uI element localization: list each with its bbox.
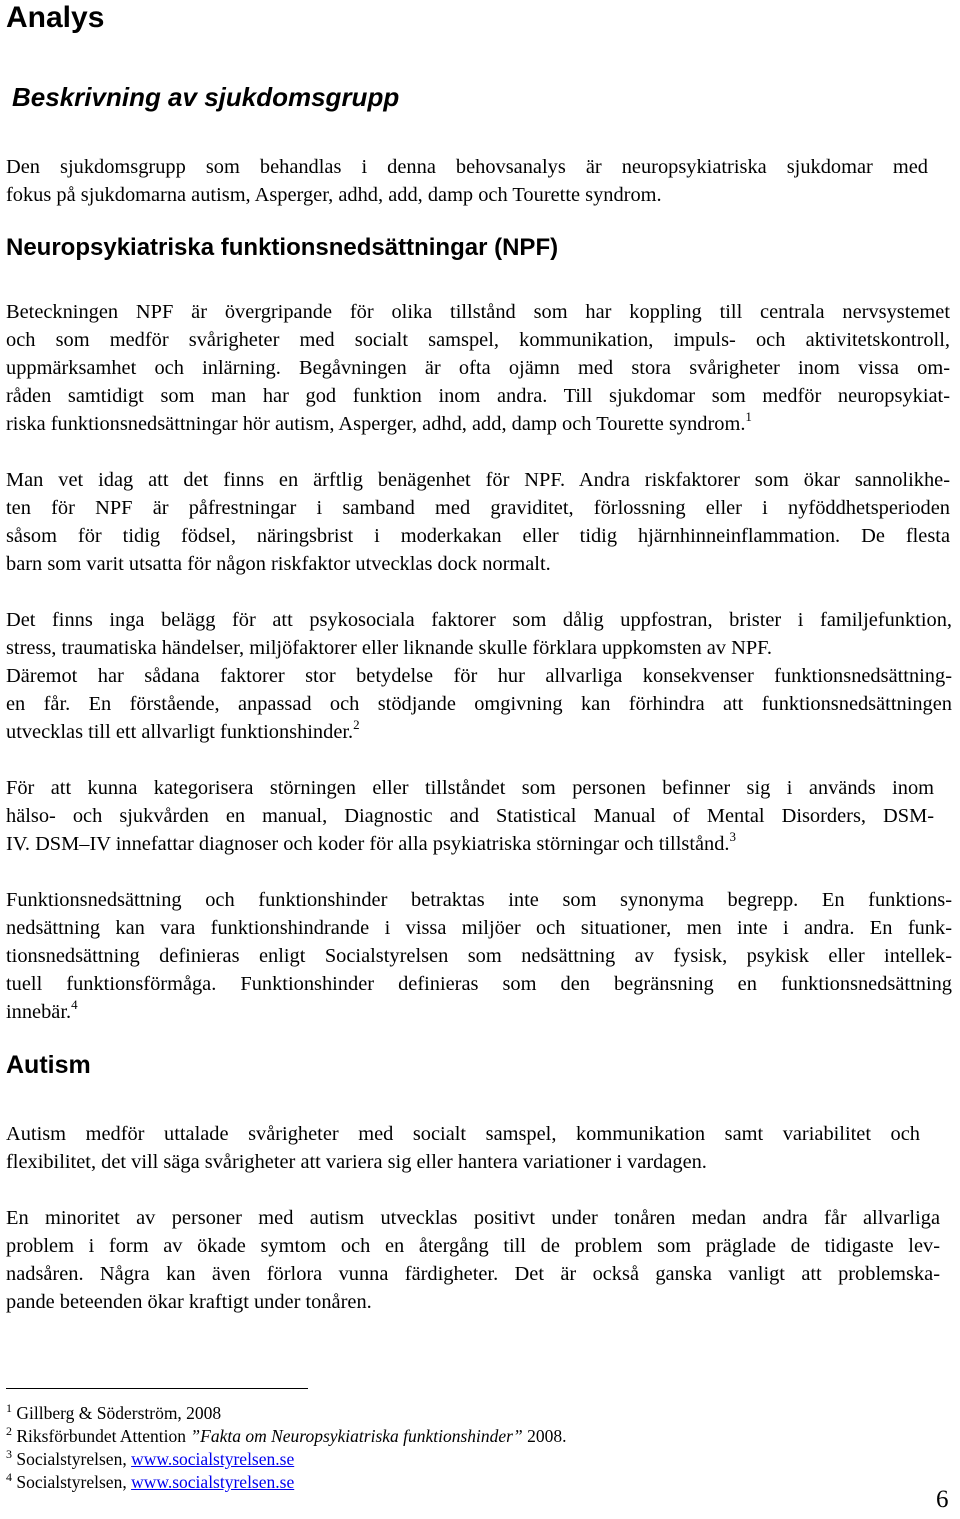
footnote-1 xyxy=(6,1402,566,1425)
footnote-text: Gillberg & Söderström, 2008 xyxy=(16,1403,222,1423)
footnote-3 xyxy=(6,1448,566,1471)
text-line: Beteckningen NPF är övergripande för olika tillstånd som har koppling till centrala nervsystemet xyxy=(6,301,950,323)
footnote-ref-2[interactable]: 2 xyxy=(353,717,360,732)
text-line xyxy=(6,998,952,1026)
text-line-content: IV. DSM–IV innefattar diagnoser och koder för alla psykiatriska störningar och tillstånd. xyxy=(6,833,730,855)
section-title-analys: Analys xyxy=(6,1,105,34)
text-line: hälso- och sjukvården en manual, Diagnostic and Statistical Manual of Mental Disorders, DSM- xyxy=(6,805,934,827)
text-line: barn som varit utsatta för någon riskfaktor utvecklas dock normalt. xyxy=(6,553,551,575)
text-line xyxy=(6,830,934,858)
text-line: nadsåren. Några kan även förlora vunna färdigheter. Det är också ganska vanligt att problemska- xyxy=(6,1263,940,1285)
footnote-text: 2008. xyxy=(522,1426,567,1446)
footnote-separator xyxy=(6,1388,308,1389)
text-line: Det finns inga belägg för att psykosociala faktorer som dålig uppfostran, brister i familjefunktion, xyxy=(6,609,952,631)
text-line: flexibilitet, det vill säga svårigheter att variera sig eller hantera variationer i vardagen. xyxy=(6,1151,707,1173)
footnote-text: Socialstyrelsen, xyxy=(16,1472,132,1492)
footnote-number: 2 xyxy=(6,1424,12,1438)
footnote-ref-1[interactable]: 1 xyxy=(745,409,752,424)
text-line: såsom för tidig födsel, näringsbrist i moderkakan eller tidig hjärnhinneinflammation. De flesta xyxy=(6,525,950,547)
text-line: Autism medför uttalade svårigheter med socialt samspel, kommunikation samt variabilitet och xyxy=(6,1123,920,1145)
text-line: Däremot har sådana faktorer stor betydelse för hur allvarliga konsekvenser funktionsnedsättning- xyxy=(6,665,952,687)
subsection-title-autism: Autism xyxy=(6,1051,91,1079)
subsection-title-beskrivning: Beskrivning av sjukdomsgrupp xyxy=(12,82,400,112)
text-line: och som medför svårigheter med socialt samspel, kommunikation, impuls- och aktivitetskontroll, xyxy=(6,329,950,351)
footnotes xyxy=(6,1402,566,1494)
text-line: tionsnedsättning definieras enligt Socialstyrelsen som nedsättning av fysisk, psykisk eller intellek- xyxy=(6,945,952,967)
text-line xyxy=(6,718,952,746)
text-line-content: utvecklas till ett allvarligt funktionshinder. xyxy=(6,721,354,743)
footnote-number: 3 xyxy=(6,1447,12,1461)
text-line: en får. En förstående, anpassad och stödjande omgivning kan förhindra att funktionsnedsättningen xyxy=(6,693,952,715)
text-line: råden samtidigt som man har god funktion inom andra. Till sjukdomar som medför neuropsykiat- xyxy=(6,385,950,407)
footnote-link-socialstyrelsen[interactable]: www.socialstyrelsen.se xyxy=(131,1472,295,1492)
paragraph-dsm xyxy=(6,774,934,858)
page-number: 6 xyxy=(936,1486,949,1513)
footnote-ref-3[interactable]: 3 xyxy=(729,829,737,844)
footnote-ref-4[interactable]: 4 xyxy=(71,997,78,1012)
footnote-text: Riksförbundet Attention xyxy=(16,1426,191,1446)
footnote-2 xyxy=(6,1425,566,1448)
text-line-content: innebär. xyxy=(6,1001,72,1023)
paragraph-psychosocial xyxy=(6,606,952,746)
footnote-text: Socialstyrelsen, xyxy=(16,1449,132,1469)
paragraph-autism-1 xyxy=(6,1120,920,1176)
text-line: problem i form av ökade symtom och en återgång till de problem som präglade de tidigaste lev- xyxy=(6,1235,940,1257)
paragraph-npf-definition xyxy=(6,298,950,438)
text-line: nedsättning kan vara funktionshindrande i vissa miljöer och situationer, men inte i andra. En funk- xyxy=(6,917,952,939)
paragraph-intro xyxy=(6,153,928,209)
text-line-content: riska funktionsnedsättningar hör autism, Asperger, adhd, add, damp och Tourette syndrom. xyxy=(6,413,746,435)
text-line: Den sjukdomsgrupp som behandlas i denna behovsanalys är neuropsykiatriska sjukdomar med xyxy=(6,156,928,178)
text-line: Man vet idag att det finns en ärftlig benägenhet för NPF. Andra riskfaktorer som ökar sannolikhe- xyxy=(6,469,950,491)
text-line: Funktionsnedsättning och funktionshinder betraktas inte som synonyma begrepp. En funktions- xyxy=(6,889,952,911)
paragraph-autism-2 xyxy=(6,1204,940,1316)
text-line: pande beteenden ökar kraftigt under tonåren. xyxy=(6,1291,372,1313)
footnote-link-socialstyrelsen[interactable]: www.socialstyrelsen.se xyxy=(131,1449,295,1469)
footnote-4 xyxy=(6,1471,566,1494)
footnote-number: 4 xyxy=(6,1470,12,1484)
text-line: uppmärksamhet och inlärning. Begåvningen är ofta ojämn med stora svårigheter inom vissa om- xyxy=(6,357,950,379)
footnote-title: ”Fakta om Neuropsykiatriska funktionshinder” xyxy=(190,1426,523,1446)
text-line: ten för NPF är påfrestningar i samband med graviditet, förlossning eller i nyföddhetsperioden xyxy=(6,497,950,519)
footnote-number: 1 xyxy=(6,1401,12,1415)
text-line: stress, traumatiska händelser, miljöfaktorer eller liknande skulle förklara uppkomsten av NPF. xyxy=(6,637,772,659)
paragraph-heredity xyxy=(6,466,950,578)
text-line: För att kunna kategorisera störningen eller tillståndet som personen befinner sig i används inom xyxy=(6,777,934,799)
text-line: En minoritet av personer med autism utvecklas positivt under tonåren medan andra får allvarliga xyxy=(6,1207,940,1229)
text-line: fokus på sjukdomarna autism, Asperger, adhd, add, damp och Tourette syndrom. xyxy=(6,184,662,206)
subsection-title-npf: Neuropsykiatriska funktionsnedsättningar (NPF) xyxy=(6,234,559,261)
text-line: tuell funktionsförmåga. Funktionshinder definieras som den begränsning en funktionsnedsättning xyxy=(6,973,952,995)
paragraph-funktion xyxy=(6,886,952,1026)
text-line xyxy=(6,410,950,438)
